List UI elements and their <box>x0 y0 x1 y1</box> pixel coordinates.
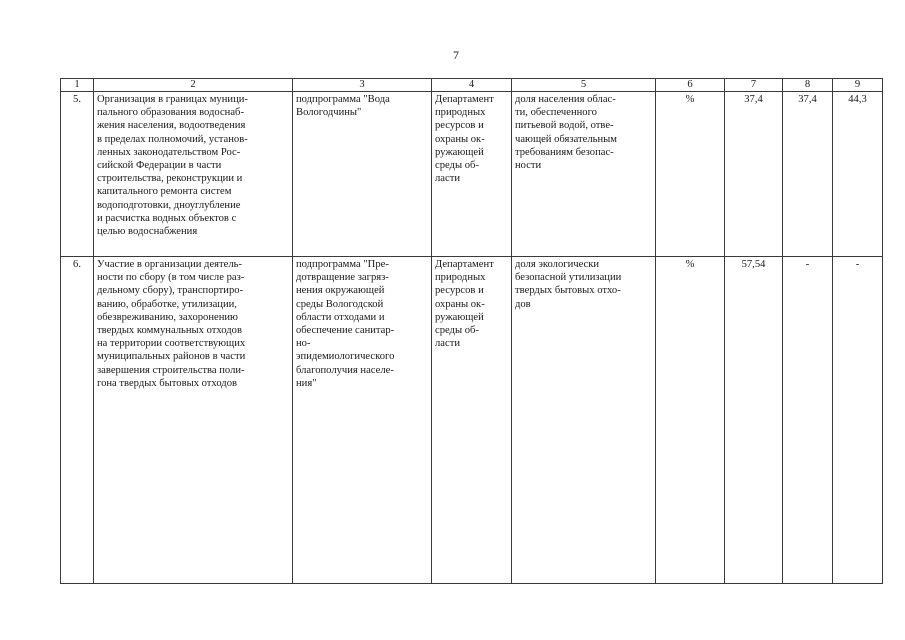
program-table <box>60 78 883 584</box>
value-col9-cell: - <box>833 257 883 584</box>
unit-cell: % <box>656 257 725 584</box>
department-cell: Департамент природных ресурсов и охраны ок- ружающей среды об- ласти <box>432 92 512 257</box>
department-cell: Департамент природных ресурсов и охраны ок- ружающей среды об- ласти <box>432 257 512 584</box>
indicator-cell: доля экологически безопасной утилизации твердых бытовых отхо- дов <box>512 257 656 584</box>
activity-cell: Организация в границах муници- пального образования водоснаб- жения населения, водоотведения в пределах полномочий, установ- ленных законодательством Рос- сийской Федерации в части строительства, реконструкции и капитального ремонта систем водоподготовки, дноуглубление и расчистка водных объектов с целью водоснабжения <box>94 92 293 257</box>
column-header: 2 <box>94 79 293 92</box>
row-number: 5. <box>61 92 94 257</box>
column-header: 7 <box>725 79 783 92</box>
table-row <box>61 257 883 584</box>
value-col7-cell: 37,4 <box>725 92 783 257</box>
column-header: 8 <box>783 79 833 92</box>
value-col9-cell: 44,3 <box>833 92 883 257</box>
unit-cell: % <box>656 92 725 257</box>
value-col8-cell: 37,4 <box>783 92 833 257</box>
column-header: 4 <box>432 79 512 92</box>
value-col8-cell: - <box>783 257 833 584</box>
table-row <box>61 92 883 257</box>
subprogram-cell: подпрограмма "Пре- дотвращение загряз- нения окружающей среды Вологодской области отходами и обеспечение санитар- но- эпидемиологического благополучия населе- ния" <box>293 257 432 584</box>
column-header: 9 <box>833 79 883 92</box>
indicator-cell: доля населения облас- ти, обеспеченного питьевой водой, отве- чающей обязательным требованиям безопас- ности <box>512 92 656 257</box>
column-header: 1 <box>61 79 94 92</box>
column-number-row <box>61 79 883 92</box>
subprogram-cell: подпрограмма "Вода Вологодчины" <box>293 92 432 257</box>
activity-cell: Участие в организации деятель- ности по сбору (в том числе раз- дельному сбору), транспортиро- ванию, обработке, утилизации, обезвреживанию, захоронению твердых коммунальных отходов на территории соответствующих муниципальных районов в части завершения строительства поли- гона твердых бытовых отходов <box>94 257 293 584</box>
page-number: 7 <box>453 48 459 62</box>
value-col7-cell: 57,54 <box>725 257 783 584</box>
column-header: 5 <box>512 79 656 92</box>
column-header: 3 <box>293 79 432 92</box>
column-header: 6 <box>656 79 725 92</box>
row-number: 6. <box>61 257 94 584</box>
